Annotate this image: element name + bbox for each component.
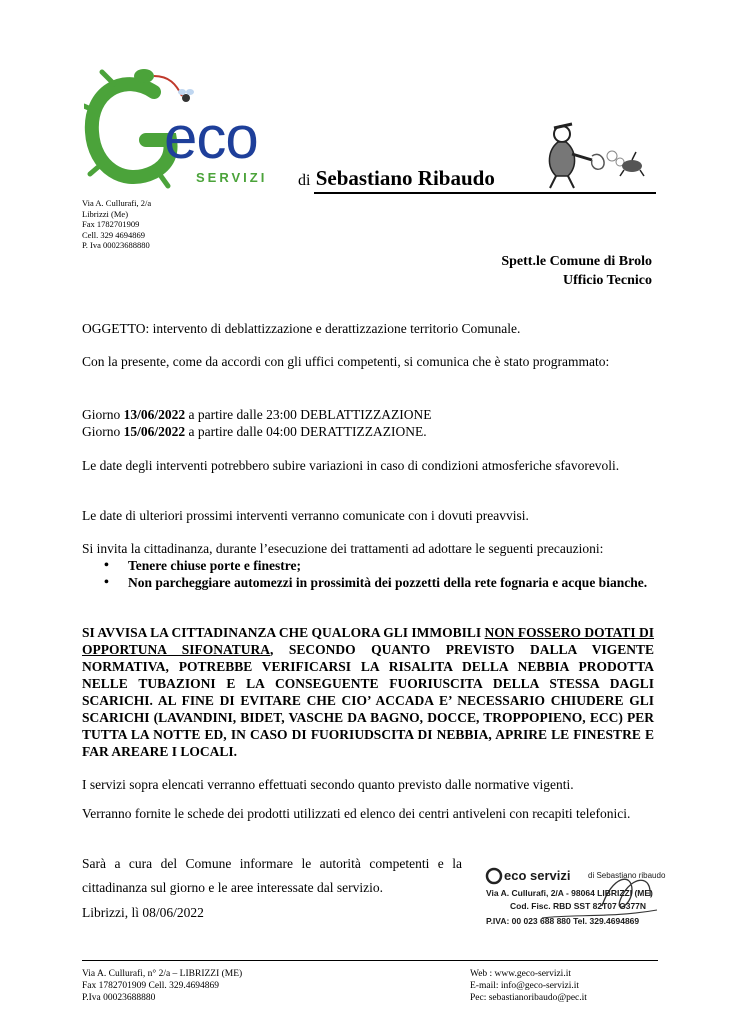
footer-line: Via A. Cullurafi, n° 2/a – LIBRIZZI (ME)	[82, 969, 243, 979]
address-line: P. Iva 00023688880	[82, 240, 150, 250]
owner-prefix: di	[298, 172, 311, 189]
warning-underlined: NON FOSSERO DOTATI DI OPPORTUNA SIFONATURA	[82, 625, 655, 657]
brand-subtitle: SERVIZI	[196, 170, 268, 185]
stamp-brand: eco servizi	[504, 868, 571, 883]
variations-paragraph: Le date degli interventi potrebbero subire variazioni in caso di condizioni atmosferiche sfavorevoli.	[82, 458, 620, 473]
header-divider	[314, 192, 656, 194]
invite-paragraph: Si invita la cittadinanza, durante l’esecuzione dei trattamenti ad adottare le seguenti precauzioni:	[82, 541, 604, 556]
recipient-office: Ufficio Tecnico	[562, 273, 652, 288]
schedule-date: 15/06/2022	[123, 424, 186, 439]
list-item: • Tenere chiuse porte e finestre;	[104, 557, 654, 574]
address-line: Cell. 329 4694869	[82, 229, 146, 240]
stamp-vat: P.IVA: 00 023 688 880 Tel. 329.4694869	[486, 916, 640, 926]
header-address	[82, 198, 151, 251]
sheets-paragraph: Verranno fornite le schede dei prodotti utilizzati ed elenco dei centri antiveleni con recapiti telefonici.	[82, 806, 631, 821]
brand-name: eco	[164, 104, 258, 171]
address-line: Via A. Cullurafi, 2/a	[82, 198, 152, 208]
footer-pec: Pec: sebastianoribaudo@pec.it	[470, 993, 587, 1003]
footer-contacts	[470, 968, 587, 1004]
footer-email: E-mail: info@geco-servizi.it	[470, 981, 579, 991]
stamp-owner: di Sebastiano ribaudo	[588, 871, 666, 880]
footer-address	[82, 968, 242, 1004]
stamp-fiscal-code: Cod. Fisc. RBD SST 82T07 G377N	[510, 901, 647, 911]
company-stamp	[482, 866, 672, 938]
place-date: Librizzi, lì 08/06/2022	[82, 905, 204, 920]
schedule	[82, 406, 654, 440]
footer-line: P.Iva 00023688880	[82, 993, 156, 1003]
recipient	[400, 252, 652, 290]
intro-paragraph: Con la presente, come da accordi con gli uffici competenti, si comunica che è stato programmato:	[82, 354, 610, 369]
precautions-list	[104, 557, 654, 591]
future-paragraph: Le date di ulteriori prossimi interventi verranno comunicate con i dovuti preavvisi.	[82, 508, 529, 523]
stamp-address: Via A. Cullurafi, 2/A - 98064 LIBRIZZI (ME)	[486, 888, 653, 898]
list-item: • Non parcheggiare automezzi in prossimità dei pozzetti della rete fognaria e acque bianche.	[104, 574, 654, 591]
cartoon-illustration	[528, 120, 648, 192]
services-paragraph: I servizi sopra elencati verranno effettuati secondo quanto previsto dalle normative vigenti.	[82, 777, 574, 792]
address-line: Fax 1782701909	[82, 219, 140, 229]
footer-divider	[82, 960, 658, 961]
footer-line: Fax 1782701909 Cell. 329.4694869	[82, 981, 219, 991]
subject-line: OGGETTO: intervento di deblattizzazione e derattizzazione territorio Comunale.	[82, 321, 521, 336]
schedule-item: Giorno 13/06/2022 a partire dalle 23:00 DEBLATTIZZAZIONE	[82, 407, 432, 422]
footer-web: Web : www.geco-servizi.it	[470, 969, 571, 979]
owner-heading	[298, 166, 495, 191]
schedule-item: Giorno 15/06/2022 a partire dalle 04:00 DERATTIZZAZIONE.	[82, 424, 427, 439]
address-line: Librizzi (Me)	[82, 208, 129, 219]
owner-name: Sebastiano Ribaudo	[315, 166, 495, 190]
geco-logo	[84, 62, 304, 192]
schedule-date: 13/06/2022	[123, 407, 186, 422]
inform-paragraph: Sarà a cura del Comune informare le autorità competenti e la cittadinanza sul giorno e le aree interessate dal servizio.	[82, 856, 462, 895]
pest-control-cartoon-icon	[528, 120, 648, 192]
warning-paragraph: SI AVVISA LA CITTADINANZA CHE QUALORA GLI IMMOBILI NON FOSSERO DOTATI DI OPPORTUNA SIFONATURA, SECONDO QUANTO PREVISTO DALLA VIGENTE NORMATIVA, POTREBBE VERIFICARSI LA RISALITA DELLA NEBBIA PRODOTTA NELLE TUBAZIONI E LA CONSEGUENTE FUORIUSCITA DELLA STESSA DAGLI SCARICHI. AL FINE DI EVITARE CHE CIO’ ACCADA E’ NECESSARIO CHIUDERE GLI SCARICHI (LAVANDINI, BIDET, VASCHE DA BAGNO, DOCCE, TROPPOPIENO, ECC) PER TUTTA LA NOTTE ED, IN CASO DI FUORIUDSCITA DI NEBBIA, APRIRE LE FINESTRE E FAR AREARE I LOCALI.	[82, 625, 655, 759]
recipient-name: Spett.le Comune di Brolo	[501, 254, 652, 269]
